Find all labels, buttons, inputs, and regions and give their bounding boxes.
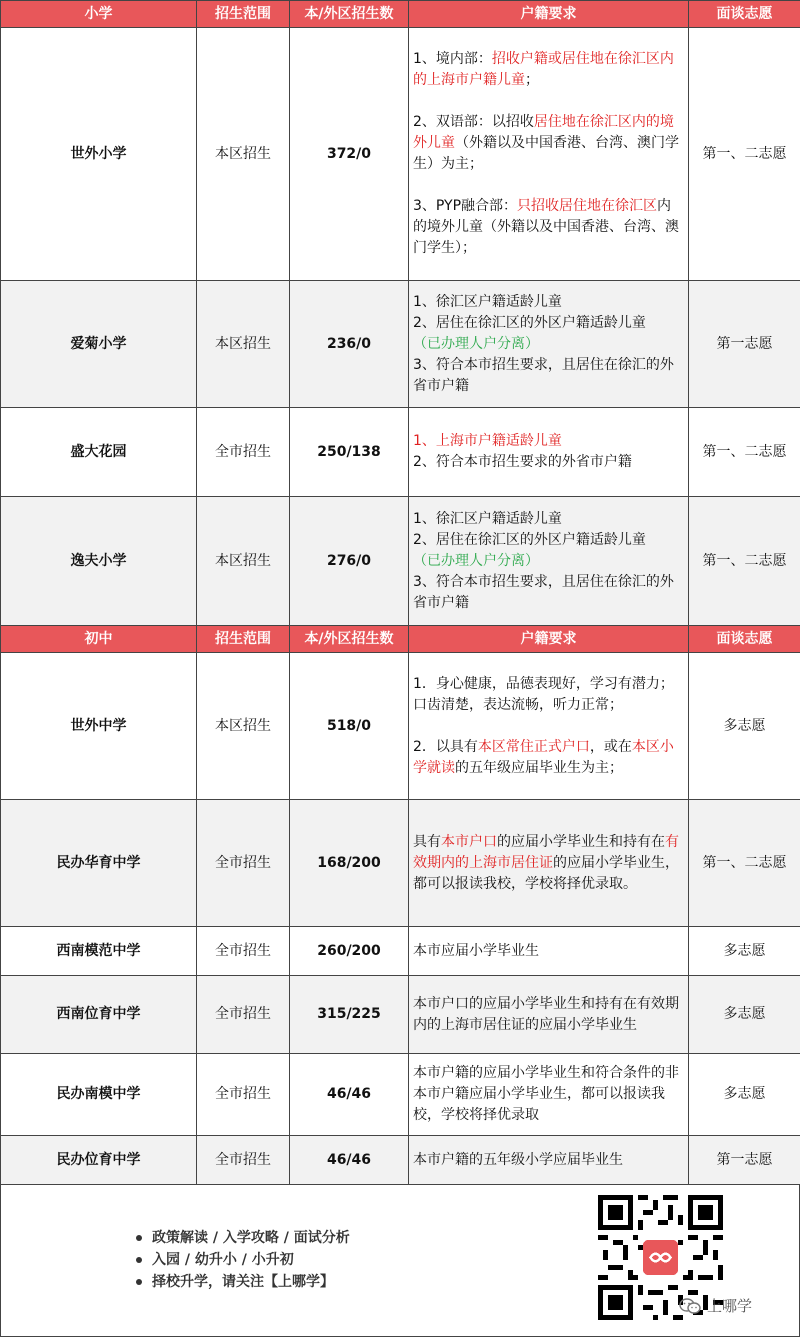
promo-list: [136, 1227, 350, 1293]
scope: 本区招生: [197, 653, 290, 800]
count: 250/138: [290, 408, 409, 497]
table-row: [1, 28, 800, 281]
requirement: 1、上海市户籍适龄儿童 2、符合本市招生要求的外省市户籍: [409, 408, 689, 497]
header-school: 小学: [1, 1, 197, 28]
school-name: 世外中学: [1, 653, 197, 800]
count: 372/0: [290, 28, 409, 281]
header-requirement: 户籍要求: [409, 626, 689, 653]
table-row: [1, 408, 800, 497]
list-item: 入园 / 幼升小 / 小升初: [136, 1249, 350, 1271]
preference: 第一、二志愿: [689, 408, 800, 497]
header-preference: 面谈志愿: [689, 1, 800, 28]
header-requirement: 户籍要求: [409, 1, 689, 28]
list-item: 政策解读 / 入学攻略 / 面试分析: [136, 1227, 350, 1249]
scope: 全市招生: [197, 1136, 290, 1185]
table-row: [1, 800, 800, 927]
scope: 全市招生: [197, 1054, 290, 1136]
requirement: 本市户籍的应届小学毕业生和符合条件的非本市户籍应届小学毕业生，都可以报读我校，学校将择优录取: [409, 1054, 689, 1136]
scope: 全市招生: [197, 800, 290, 927]
bullet-icon: [136, 1235, 142, 1241]
preference: 第一、二志愿: [689, 28, 800, 281]
table-row: [1, 976, 800, 1054]
requirement: 具有本市户口的应届小学毕业生和持有在有效期内的上海市居住证的应届小学毕业生，都可以报读我校，学校将择优录取。: [409, 800, 689, 927]
count: 168/200: [290, 800, 409, 927]
count: 260/200: [290, 927, 409, 976]
bullet-icon: [136, 1257, 142, 1263]
preference: 多志愿: [689, 653, 800, 800]
scope: 全市招生: [197, 927, 290, 976]
preference: 第一志愿: [689, 1136, 800, 1185]
header-preference: 面谈志愿: [689, 626, 800, 653]
scope: 全市招生: [197, 408, 290, 497]
count: 46/46: [290, 1136, 409, 1185]
school-name: 西南模范中学: [1, 927, 197, 976]
header-count: 本/外区招生数: [290, 1, 409, 28]
preference: 第一、二志愿: [689, 497, 800, 626]
count: 518/0: [290, 653, 409, 800]
table-row: [1, 497, 800, 626]
preference: 第一志愿: [689, 281, 800, 408]
requirement: 1、徐汇区户籍适龄儿童 2、居住在徐汇区的外区户籍适龄儿童 （已办理人户分离） 3、符合本市招生要求，且居住在徐汇的外省市户籍: [409, 497, 689, 626]
school-name: 民办位育中学: [1, 1136, 197, 1185]
preference: 多志愿: [689, 976, 800, 1054]
header-scope: 招生范围: [197, 1, 290, 28]
school-name: 西南位育中学: [1, 976, 197, 1054]
primary-header-row: [1, 1, 800, 28]
school-name: 世外小学: [1, 28, 197, 281]
requirement: 本市户口的应届小学毕业生和持有在有效期内的上海市居住证的应届小学毕业生: [409, 976, 689, 1054]
count: 315/225: [290, 976, 409, 1054]
table-row: [1, 281, 800, 408]
bullet-icon: [136, 1279, 142, 1285]
requirement: 本市应届小学毕业生: [409, 927, 689, 976]
brand-label: 上哪学: [679, 1295, 752, 1316]
list-item: 择校升学，请关注【上哪学】: [136, 1271, 350, 1293]
requirement: 本市户籍的五年级小学应届毕业生: [409, 1136, 689, 1185]
wechat-icon: [679, 1298, 701, 1314]
school-name: 民办南模中学: [1, 1054, 197, 1136]
count: 236/0: [290, 281, 409, 408]
table-row: [1, 1136, 800, 1185]
table-row: [1, 1054, 800, 1136]
footer-panel: [0, 1185, 800, 1337]
count: 276/0: [290, 497, 409, 626]
header-count: 本/外区招生数: [290, 626, 409, 653]
preference: 多志愿: [689, 1054, 800, 1136]
count: 46/46: [290, 1054, 409, 1136]
table-row: [1, 927, 800, 976]
middle-header-row: [1, 626, 800, 653]
school-name: 逸夫小学: [1, 497, 197, 626]
preference: 第一、二志愿: [689, 800, 800, 927]
school-name: 民办华育中学: [1, 800, 197, 927]
table-row: [1, 653, 800, 800]
school-name: 盛大花园: [1, 408, 197, 497]
preference: 多志愿: [689, 927, 800, 976]
scope: 本区招生: [197, 497, 290, 626]
header-scope: 招生范围: [197, 626, 290, 653]
header-school: 初中: [1, 626, 197, 653]
requirement: 1、境内部：招收户籍或居住地在徐汇区内的上海市户籍儿童； 2、双语部：以招收居住地在徐汇区内的境外儿童（外籍以及中国香港、台湾、澳门学生）为主； 3、PYP融合部：只招收居住地在徐汇区内的境外儿童（外籍以及中国香港、台湾、澳门学生）；: [409, 28, 689, 281]
scope: 本区招生: [197, 281, 290, 408]
scope: 全市招生: [197, 976, 290, 1054]
requirement: 1．身心健康，品德表现好，学习有潜力；口齿清楚，表达流畅，听力正常； 2．以具有本区常住正式户口，或在本区小学就读的五年级应届毕业生为主；: [409, 653, 689, 800]
scope: 本区招生: [197, 28, 290, 281]
requirement: 1、徐汇区户籍适龄儿童 2、居住在徐汇区的外区户籍适龄儿童 （已办理人户分离） 3、符合本市招生要求，且居住在徐汇的外省市户籍: [409, 281, 689, 408]
school-name: 爱菊小学: [1, 281, 197, 408]
